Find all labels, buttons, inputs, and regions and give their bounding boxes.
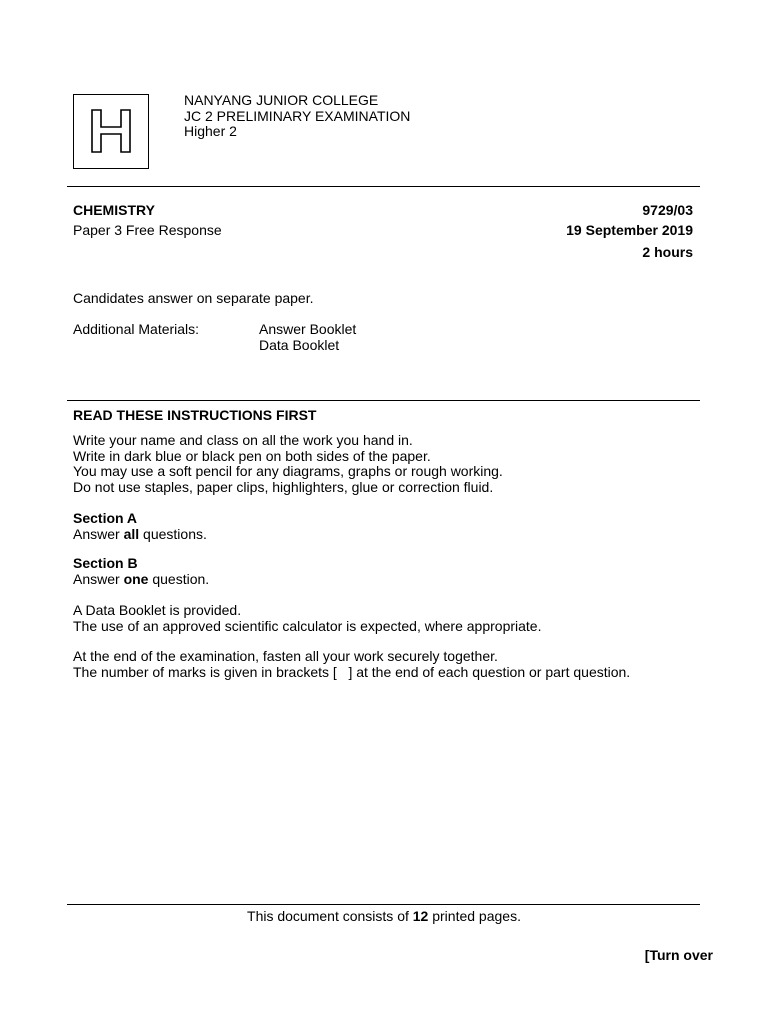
- section-a-instruction: [73, 527, 207, 543]
- exam-level: Higher 2: [184, 123, 237, 139]
- page-count: [0, 909, 768, 925]
- materials-label: Additional Materials:: [73, 321, 200, 337]
- instructions-heading: READ THESE INSTRUCTIONS FIRST: [73, 407, 317, 423]
- exam-name: JC 2 PRELIMINARY EXAMINATION: [184, 107, 411, 124]
- general-instructions: [73, 433, 503, 495]
- section-a-emphasis: all: [123, 525, 140, 542]
- instruction-line: Write your name and class on all the work you hand in.: [73, 432, 413, 448]
- section-b-title: Section B: [73, 555, 138, 571]
- paper-title: Paper 3 Free Response: [73, 222, 222, 238]
- divider-top: [67, 186, 700, 187]
- instruction-line: Do not use staples, paper clips, highlighters, glue or correction fluid.: [73, 478, 494, 495]
- page-count-number: 12: [412, 908, 429, 924]
- college-name: NANYANG JUNIOR COLLEGE: [184, 92, 379, 108]
- divider-bottom: [67, 904, 700, 905]
- section-b-block: [73, 556, 209, 587]
- college-logo: [73, 94, 149, 169]
- material-item: Data Booklet: [259, 336, 340, 353]
- end-line: The number of marks is given in brackets [ ] at the end of each question or part question.: [73, 663, 631, 680]
- h-letter-icon: [90, 108, 132, 154]
- instruction-line: You may use a soft pencil for any diagrams, graphs or rough working.: [73, 463, 503, 479]
- divider-middle: [67, 400, 700, 401]
- header-block: [184, 93, 410, 140]
- section-a-prefix: Answer: [73, 525, 124, 542]
- booklet-line: A Data Booklet is provided.: [73, 602, 242, 618]
- exam-duration: 2 hours: [642, 244, 693, 260]
- section-b-emphasis: one: [123, 570, 149, 587]
- end-block: [73, 649, 630, 680]
- materials-list: [259, 322, 356, 353]
- booklet-line: The use of an approved scientific calculator is expected, where appropriate.: [73, 617, 542, 634]
- section-b-instruction: [73, 572, 209, 588]
- page-count-prefix: This document consists of: [247, 908, 413, 924]
- exam-date: 19 September 2019: [566, 222, 693, 238]
- section-b-suffix: question.: [148, 570, 210, 587]
- turn-over: [Turn over: [644, 947, 713, 963]
- end-line: At the end of the examination, fasten all your work securely together.: [73, 648, 498, 664]
- section-a-title: Section A: [73, 510, 138, 526]
- page-count-suffix: printed pages.: [428, 908, 521, 924]
- answer-note: Candidates answer on separate paper.: [73, 290, 314, 306]
- section-a-suffix: questions.: [139, 525, 207, 542]
- section-a-block: [73, 511, 207, 542]
- material-item: Answer Booklet: [259, 321, 357, 337]
- subject-title: CHEMISTRY: [73, 202, 155, 218]
- booklet-block: [73, 603, 542, 634]
- section-b-prefix: Answer: [73, 570, 124, 587]
- instruction-line: Write in dark blue or black pen on both sides of the paper.: [73, 447, 431, 464]
- paper-code: 9729/03: [642, 202, 693, 218]
